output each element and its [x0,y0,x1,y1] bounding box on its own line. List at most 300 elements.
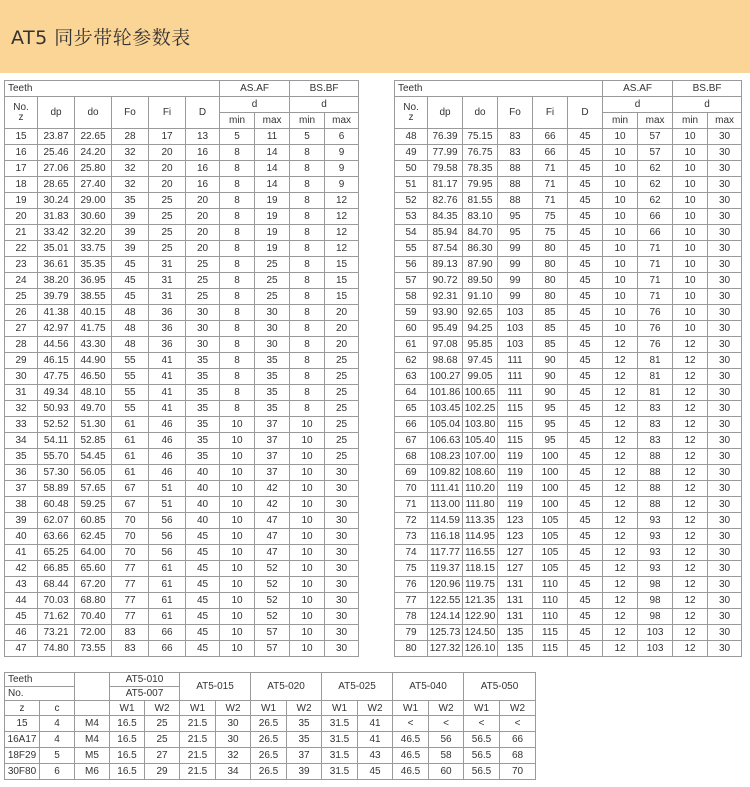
table-cell: 68 [395,449,428,465]
table-cell: 45 [568,577,603,593]
table-cell: 12 [673,577,708,593]
table-cell: 30 [708,561,742,577]
table-cell: 81.55 [463,193,498,209]
table-cell: 12 [673,481,708,497]
table-cell: 15 [5,129,38,145]
table-cell: 81 [638,385,673,401]
table-cell: 10 [290,625,325,641]
table-cell: 57 [638,129,673,145]
table-cell: 119.37 [428,561,463,577]
table-cell: 77 [112,561,149,577]
table-cell: 114.95 [463,529,498,545]
table-cell: 115 [533,625,568,641]
table-cell: 124.50 [463,625,498,641]
table-cell: 101.86 [428,385,463,401]
table-cell: 93.90 [428,305,463,321]
table-cell: 97.45 [463,353,498,369]
table-cell: 45 [112,273,149,289]
table-cell: 10 [673,257,708,273]
table-cell: 38.20 [38,273,75,289]
asaf-header: AS.AF [603,81,673,97]
table-row [5,337,359,353]
group-header-007: AT5-007 [110,687,180,701]
table-cell: 10 [290,513,325,529]
table-cell: 108.23 [428,449,463,465]
table-cell: 12 [603,401,638,417]
table-cell: 62 [638,193,673,209]
table-cell: 16 [5,145,38,161]
table-cell: 54 [395,225,428,241]
table-cell: 30 [255,321,290,337]
table-cell: 12 [673,401,708,417]
dp-header: dp [428,97,463,129]
table-cell: 8 [290,241,325,257]
table-cell: 35 [287,716,322,732]
table-cell: 116.55 [463,545,498,561]
table-cell: 10 [290,449,325,465]
table-cell: 47 [255,545,290,561]
w1-header: W1 [251,701,287,716]
table-cell: 70 [112,529,149,545]
table-cell: 122.55 [428,593,463,609]
table-cell: 10 [603,321,638,337]
table-cell: 13 [186,129,220,145]
table-cell: 45 [568,497,603,513]
table-cell: 10 [220,609,255,625]
table-cell: 8 [220,257,255,273]
table-cell: 82.76 [428,193,463,209]
table-cell: 10 [603,145,638,161]
table-cell: 10 [603,241,638,257]
table-cell: 36 [149,305,186,321]
table-cell: 56 [429,732,464,748]
table-cell: 10 [603,257,638,273]
table-cell: 17 [149,129,186,145]
table-cell: 10 [220,561,255,577]
table-row [5,129,359,145]
table-cell: 8 [220,401,255,417]
table-cell: 55.70 [38,449,75,465]
table-cell: 67 [112,497,149,513]
title-banner [0,0,750,73]
table-cell: 76 [638,321,673,337]
table-cell: 77 [395,593,428,609]
table-row [5,561,359,577]
table-cell: 8 [290,401,325,417]
table-cell: 71 [533,177,568,193]
table-cell: 25 [325,449,359,465]
table-cell: < [393,716,429,732]
table-cell: 21.5 [180,716,216,732]
table-cell: 30 [708,449,742,465]
table-row [5,321,359,337]
asaf-header: AS.AF [220,81,290,97]
table-cell: 14 [255,161,290,177]
table-cell: 34 [216,764,251,780]
table-cell: 21.5 [180,764,216,780]
table-cell: 94.25 [463,321,498,337]
table-cell: 70 [500,764,536,780]
table-cell: 20 [325,337,359,353]
no-label: No. [13,101,29,113]
table-cell: 83 [498,129,533,145]
table-cell: 69 [395,465,428,481]
table-cell: 20 [149,177,186,193]
table-cell: 86.30 [463,241,498,257]
table-cell: 55 [112,369,149,385]
table-cell: 30 [708,177,742,193]
table-cell: 66 [533,129,568,145]
table-cell: 10 [290,593,325,609]
table-cell: 91.10 [463,289,498,305]
table-cell: 20 [186,209,220,225]
table-cell: 35.35 [75,257,112,273]
table-cell: 72.00 [75,625,112,641]
table-cell: 45 [568,625,603,641]
table-cell: 127 [498,545,533,561]
table-row [5,764,536,780]
table-cell: 95 [533,417,568,433]
table-row [395,449,742,465]
table-cell: 20 [149,161,186,177]
table-cell: 18 [5,177,38,193]
table-cell: 47 [255,529,290,545]
table-cell: 124.14 [428,609,463,625]
table-cell: 10 [673,193,708,209]
table-cell: 52.85 [75,433,112,449]
table-cell: 46.5 [393,748,429,764]
table-cell: 8 [220,241,255,257]
table-cell: 12 [673,529,708,545]
table-row [395,305,742,321]
table-cell: 40 [186,513,220,529]
table-cell: 8 [290,225,325,241]
table-cell: 123 [498,513,533,529]
group-header-040: AT5-040 [393,673,464,701]
table-cell: 9 [325,161,359,177]
table-row [395,209,742,225]
table-cell: 83 [112,625,149,641]
table-cell: 12 [603,385,638,401]
table-cell: 95 [533,401,568,417]
table-cell: 98.68 [428,353,463,369]
table-cell: 37 [255,417,290,433]
blank-header [75,701,110,716]
table-cell: 103.45 [428,401,463,417]
table-row [395,225,742,241]
table-cell: 45 [568,273,603,289]
table-cell: 24 [5,273,38,289]
table-cell: 10 [673,321,708,337]
table-cell: 25 [149,209,186,225]
table-cell: 103.80 [463,417,498,433]
table-cell: 28 [5,337,38,353]
table-cell: 52 [255,561,290,577]
table-cell: 103 [498,321,533,337]
table-cell: 10 [603,177,638,193]
table-cell: 85 [533,305,568,321]
table-cell: 12 [673,353,708,369]
table-cell: 110 [533,609,568,625]
table-cell: 66 [533,145,568,161]
table-cell: 45 [568,609,603,625]
table-cell: 46.5 [393,764,429,780]
table-cell: 12 [673,449,708,465]
table-cell: 45 [568,369,603,385]
table-cell: 62 [395,353,428,369]
table-cell: 64 [395,385,428,401]
table-cell: 19 [255,193,290,209]
table-cell: 35 [186,385,220,401]
table-cell: 10 [603,209,638,225]
table-cell: 103 [498,305,533,321]
table-cell: 85.94 [428,225,463,241]
table-cell: 46 [149,449,186,465]
table-cell: 16.5 [110,716,145,732]
table-row [395,593,742,609]
table-cell: 45 [568,385,603,401]
table-cell: 10 [603,129,638,145]
table-row [5,289,359,305]
table-row [5,577,359,593]
no-z-header [395,97,428,129]
z-label: z [408,111,414,123]
table-cell: 10 [290,433,325,449]
table-cell: 20 [149,145,186,161]
table-cell: 6 [40,764,75,780]
table-cell: 65.60 [75,561,112,577]
teeth-header: Teeth [395,81,603,97]
table-cell: 89.13 [428,257,463,273]
table-cell: 30 [255,305,290,321]
table-cell: 100 [533,497,568,513]
table-cell: 100 [533,465,568,481]
table-cell: 12 [603,545,638,561]
table-row [5,748,536,764]
no-label: No. [403,101,419,113]
table-cell: 66 [395,417,428,433]
table-row [5,209,359,225]
table-cell: 100 [533,481,568,497]
table-cell: 10 [220,433,255,449]
table-cell: 45 [568,417,603,433]
table-cell: 80 [533,289,568,305]
table-row [5,417,359,433]
table-cell: 45 [568,337,603,353]
table-cell: 45 [568,161,603,177]
table-cell: 41 [149,385,186,401]
table-cell: 12 [603,353,638,369]
table-cell: 99.05 [463,369,498,385]
table-cell: 41 [149,369,186,385]
table-cell: 119 [498,481,533,497]
table-cell: 48 [112,337,149,353]
table-cell: 75 [533,209,568,225]
table-cell: 30 [708,353,742,369]
pulley-table-left [4,80,359,657]
table-cell: 10 [603,225,638,241]
table-cell: 12 [603,433,638,449]
table-cell: 10 [290,561,325,577]
table-cell: 41 [149,353,186,369]
table-cell: 16 [186,145,220,161]
table-cell: 45 [186,641,220,657]
table-cell: 31 [149,273,186,289]
table-cell: 32 [112,145,149,161]
w1-header: W1 [110,701,145,716]
table-cell: 31.5 [322,748,358,764]
table-cell: 25 [5,289,38,305]
table-cell: M5 [75,748,110,764]
table-cell: 38 [5,497,38,513]
table-cell: 30 [708,257,742,273]
table-row [395,145,742,161]
w1-header: W1 [464,701,500,716]
table-cell: 44.90 [75,353,112,369]
table-cell: 40 [186,497,220,513]
group-header-010: AT5-010 [110,673,180,687]
table-cell: 30 [325,465,359,481]
table-cell: 106.63 [428,433,463,449]
table-cell: 10 [290,577,325,593]
table-cell: 111.80 [463,497,498,513]
table-cell: 25.46 [38,145,75,161]
table-row [395,177,742,193]
table-cell: 45 [568,561,603,577]
table-cell: 25 [149,241,186,257]
table-cell: 66 [149,625,186,641]
table-cell: 35 [186,353,220,369]
table-cell: 81 [638,353,673,369]
D-header: D [186,97,220,129]
empty-header [75,673,110,701]
table-cell: 4 [40,716,75,732]
table-cell: 66.85 [38,561,75,577]
table-cell: 88 [638,465,673,481]
table-cell: 14 [255,145,290,161]
table-cell: 25 [149,225,186,241]
table-row [395,545,742,561]
table-cell: 10 [220,497,255,513]
table-cell: 30 [216,716,251,732]
table-cell: 62 [638,161,673,177]
table-cell: 43 [5,577,38,593]
bsbf-max-header: max [708,113,742,129]
table-row [5,593,359,609]
table-cell: 8 [220,225,255,241]
table-cell: 93 [638,513,673,529]
table-cell: 73.21 [38,625,75,641]
table-cell: 41 [358,716,393,732]
table-cell: 74 [395,545,428,561]
table-cell: 10 [673,241,708,257]
table-cell: 81.17 [428,177,463,193]
table-cell: 30 [325,513,359,529]
table-cell: 30 [708,209,742,225]
table-cell: 60.48 [38,497,75,513]
table-cell: 46 [149,417,186,433]
table-cell: 12 [325,193,359,209]
table-cell: 52 [395,193,428,209]
table-row [395,369,742,385]
table-cell: 100 [533,449,568,465]
table-cell: 45 [568,193,603,209]
table-cell: 12 [325,209,359,225]
table-cell: 66 [638,225,673,241]
table-cell: 14 [255,177,290,193]
table-cell: 41 [5,545,38,561]
w1-header: W1 [393,701,429,716]
table-cell: 99 [498,241,533,257]
table-cell: 8 [290,353,325,369]
table-cell: 76.39 [428,129,463,145]
table-cell: 19 [5,193,38,209]
table-cell: 27.40 [75,177,112,193]
table-cell: 30 [708,337,742,353]
table-cell: 115 [498,417,533,433]
table-cell: 12 [325,241,359,257]
table-cell: 39 [287,764,322,780]
table-cell: 12 [673,369,708,385]
table-cell: 12 [673,641,708,657]
table-cell: 45 [568,545,603,561]
table-cell: 12 [603,369,638,385]
table-cell: 61 [112,465,149,481]
table-cell: 30 [708,577,742,593]
width-table [4,672,536,780]
table-cell: 48.10 [75,385,112,401]
table-cell: 30 [708,225,742,241]
group-header-050: AT5-050 [464,673,536,701]
asaf-max-header: max [255,113,290,129]
table-cell: 30 [708,481,742,497]
table-cell: 30 [325,593,359,609]
table-cell: 12 [673,625,708,641]
table-cell: 30 [708,129,742,145]
table-cell: 25 [145,732,180,748]
table-cell: 45 [186,593,220,609]
table-cell: 43.30 [75,337,112,353]
table-cell: 79.95 [463,177,498,193]
table-cell: 103 [638,641,673,657]
table-cell: 45 [112,289,149,305]
table-cell: 15 [325,273,359,289]
table-cell: 105 [533,545,568,561]
asaf-min-header: min [220,113,255,129]
table-cell: 79.58 [428,161,463,177]
table-cell: 20 [186,225,220,241]
table-cell: 10 [220,529,255,545]
table-cell: 45 [186,529,220,545]
table-cell: 45 [568,449,603,465]
teeth-header: Teeth [5,673,75,687]
table-cell: 45 [568,529,603,545]
table-cell: 20 [5,209,38,225]
table-cell: 46.15 [38,353,75,369]
fi-header: Fi [149,97,186,129]
table-cell: 118.15 [463,561,498,577]
table-cell: 95 [498,209,533,225]
table-cell: 55 [112,401,149,417]
table-cell: 70.40 [75,609,112,625]
table-cell: 100.65 [463,385,498,401]
table-cell: 57 [638,145,673,161]
table-cell: 16 [186,161,220,177]
do-header: do [463,97,498,129]
table-cell: 42.97 [38,321,75,337]
table-cell: 30 [708,369,742,385]
table-cell: 40 [186,481,220,497]
